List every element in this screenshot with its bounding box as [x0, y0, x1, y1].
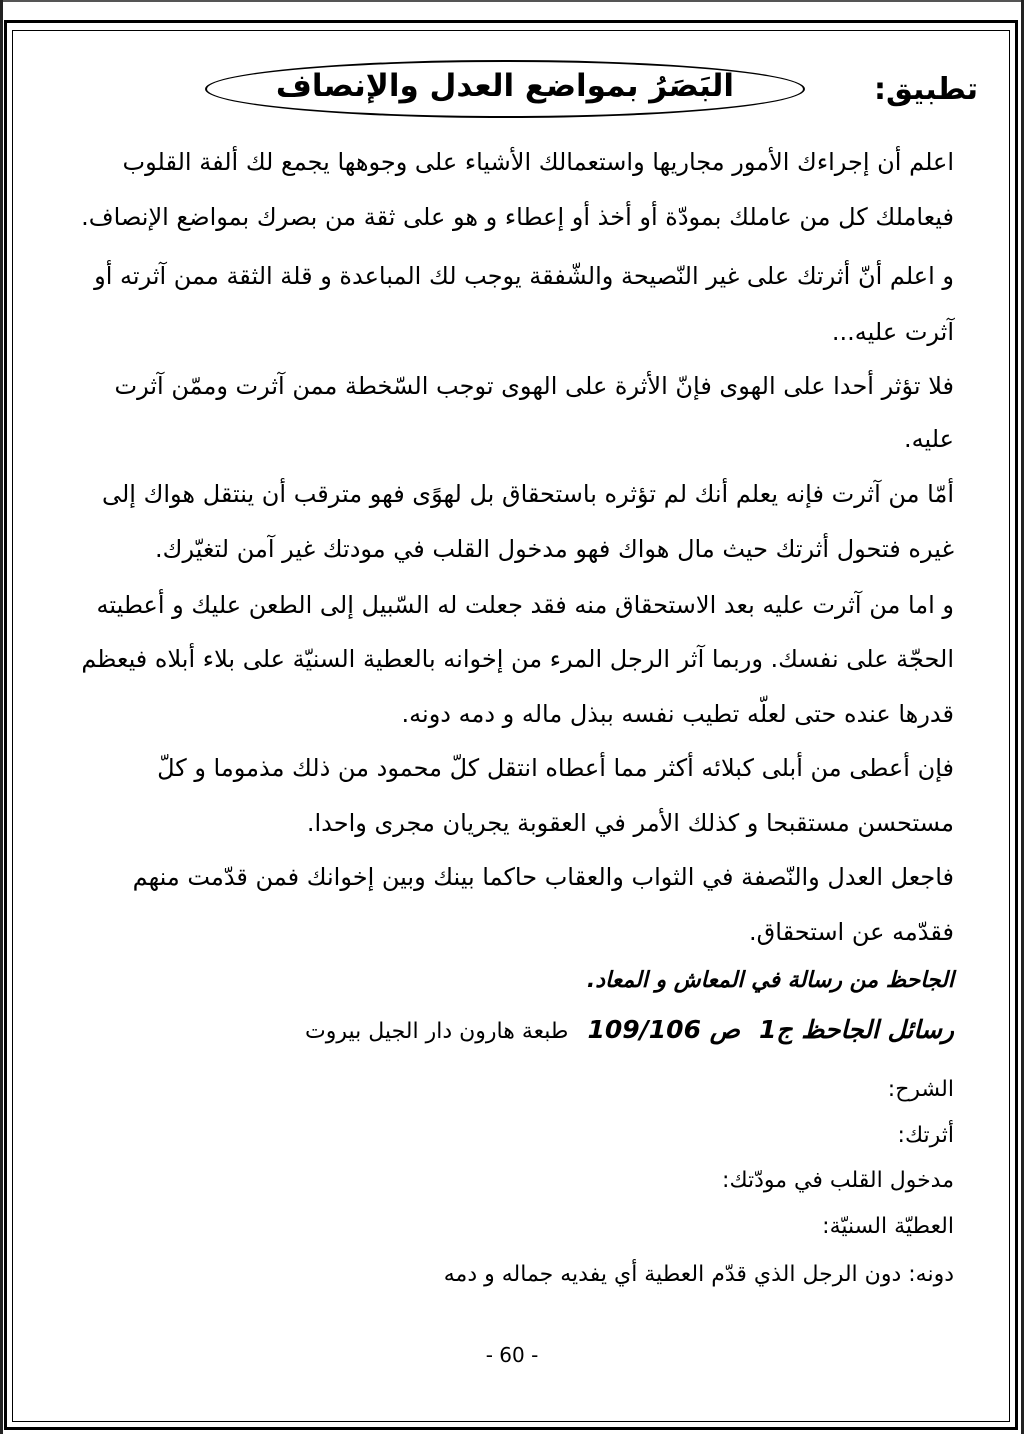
paragraph-line-2: فيعاملك كل من عاملك بمودّة أو أخذ أو إعطاء و هو على ثقة من بصرك بمواضع الإنصاف. — [81, 203, 954, 231]
analysis-atiyya: العطيّة السنيّة: — [822, 1214, 954, 1239]
reference-source: رسائل الجاحظ ج1 — [759, 1015, 954, 1044]
analysis-madkhul: مدخول القلب في مودّتك: — [722, 1168, 954, 1193]
reference-pages: 109/106 ص — [587, 1015, 740, 1044]
paragraph-line-3: و اعلم أنّ أثرتك على غير النّصيحة والشّفقة يوجب لك المباعدة و قلة الثقة ممن آثرته أو — [94, 262, 954, 290]
paragraph-line-14: فاجعل العدل والنّصفة في الثواب والعقاب حاكما بينك وبين إخوانك فمن قدّمت منهم — [132, 863, 954, 891]
reference-citation — [54, 1015, 954, 1044]
paragraph-line-7: أمّا من آثرت فإنه يعلم أنك لم تؤثره باستحقاق بل لهوًى فهو مترقب أن ينتقل هواك إلى — [101, 480, 954, 508]
top-border-line — [0, 0, 1024, 2]
paragraph-line-9: و اما من آثرت عليه بعد الاستحقاق منه فقد جعلت له السّبيل إلى الطعن عليك و أعطيته — [96, 591, 954, 619]
left-edge-line — [0, 0, 3, 1434]
page-title: البَصَرُ بمواضع العدل والإنصاف — [275, 68, 735, 104]
reference-author: الجاحظ من رسالة في المعاش و المعاد. — [586, 968, 954, 993]
paragraph-line-12: فإن أعطى من أبلى كبلائه أكثر مما أعطاه انتقل كلّ محمود من ذلك مذموما و كلّ — [157, 754, 954, 782]
paragraph-line-1: اعلم أن إجراءك الأمور مجاريها واستعمالك الأشياء على وجوهها يجمع لك ألفة القلوب — [122, 148, 954, 176]
paragraph-line-5: فلا تؤثر أحدا على الهوى فإنّ الأثرة على الهوى توجب السّخطة ممن آثرت وممّن آثرت — [114, 372, 954, 400]
section-label: تطبيق: — [873, 72, 978, 107]
paragraph-line-11: قدرها عنده حتى لعلّه تطيب نفسه ببذل ماله و دمه دونه. — [401, 700, 954, 728]
analysis-atharatuka: أثرتك: — [897, 1123, 954, 1148]
paragraph-line-10: الحجّة على نفسك. وربما آثر الرجل المرء من إخوانه بالعطية السنيّة على بلاء أبلاه فيعظم — [81, 645, 954, 673]
paragraph-line-8: غيره فتحول أثرتك حيث مال هواك فهو مدخول القلب في مودتك غير آمن لتغيّرك. — [155, 535, 954, 563]
page-number: - 60 - — [485, 1343, 539, 1367]
paragraph-line-15: فقدّمه عن استحقاق. — [749, 918, 954, 946]
paragraph-line-13: مستحسن مستقبحا و كذلك الأمر في العقوبة يجريان مجرى واحدا. — [306, 809, 954, 837]
paragraph-line-4: آثرت عليه... — [831, 318, 954, 346]
analysis-sharh: الشرح: — [887, 1077, 954, 1102]
analysis-dunahu: دونه: دون الرجل الذي قدّم العطية أي يفديه جماله و دمه — [443, 1262, 954, 1287]
paragraph-line-6: عليه. — [903, 425, 954, 453]
reference-publisher: طبعة هارون دار الجيل بيروت — [305, 1019, 569, 1044]
